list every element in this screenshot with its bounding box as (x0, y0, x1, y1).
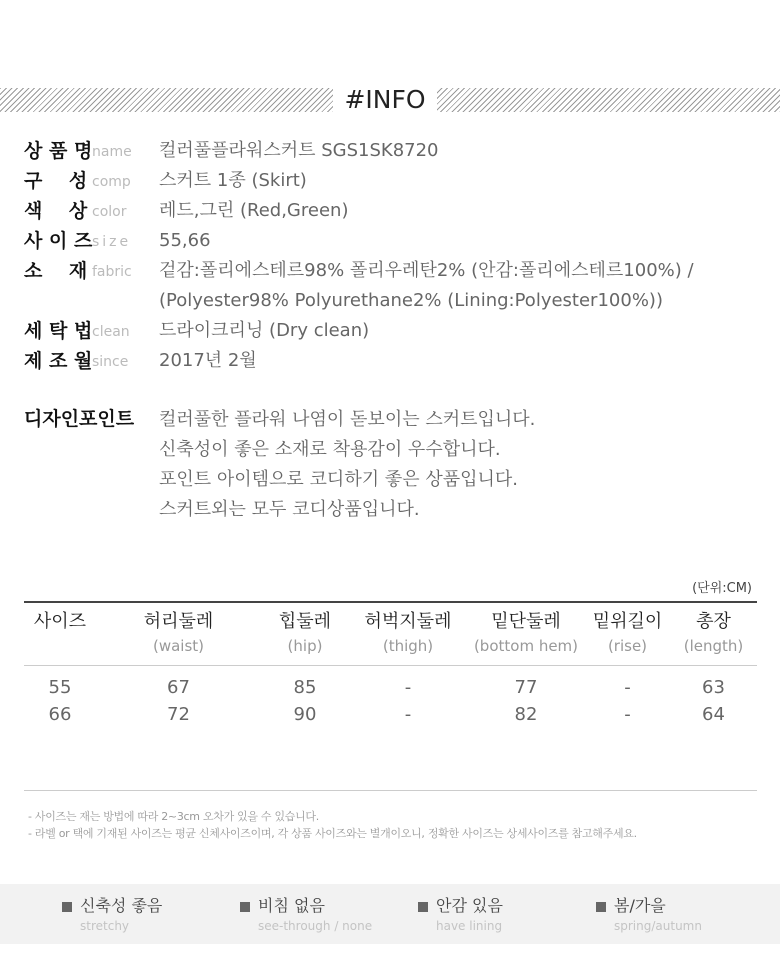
feature-sub-label: spring/autumn (614, 919, 702, 933)
header-cell-rise (585, 603, 670, 665)
info-value: 겉감:폴리에스테르98% 폴리우레탄2% (안감:폴리에스테르100%) / (159, 260, 694, 281)
info-title: #INFO (333, 86, 437, 114)
table-cell: - (624, 677, 631, 698)
header-sub: (waist) (152, 637, 205, 655)
info-sub-label: since (92, 354, 129, 370)
header-cell-waist (96, 603, 261, 665)
info-value: 드라이크리닝 (Dry clean) (159, 320, 370, 341)
info-value: 55,66 (159, 230, 211, 251)
feature-band (0, 884, 780, 944)
header-sub: (length) (683, 637, 744, 655)
info-label: 색 상 (24, 200, 88, 222)
info-label: 세 탁 법 (24, 320, 93, 342)
table-cell: 55 (48, 677, 72, 698)
design-point-line: 스커트외는 모두 코디상품입니다. (159, 499, 420, 520)
header-sub: (bottom hem) (473, 637, 579, 655)
header-cell-thigh (349, 603, 467, 665)
table-cell: - (624, 704, 631, 725)
header-main: 허벅지둘레 (364, 611, 452, 632)
design-point-line: 포인트 아이템으로 코디하기 좋은 상품입니다. (159, 469, 518, 490)
table-cell: 64 (702, 704, 725, 725)
info-label: 소 재 (24, 260, 88, 282)
note-line: - 사이즈는 재는 방법에 따라 2~3cm 오차가 있을 수 있습니다. (28, 810, 319, 823)
unit-note: (단위:CM) (692, 581, 752, 596)
table-cell: 90 (293, 704, 317, 725)
square-bullet-icon (596, 902, 606, 912)
info-sub-label: clean (92, 324, 130, 340)
table-cell: 63 (702, 677, 725, 698)
feature-sub-label: have lining (436, 919, 503, 933)
info-label: 제 조 월 (24, 350, 93, 372)
info-sub-label: name (92, 144, 132, 160)
table-header-row (24, 603, 757, 666)
square-bullet-icon (418, 902, 428, 912)
header-cell-hip (261, 603, 349, 665)
header-cell-length (670, 603, 757, 665)
design-point-line: 신축성이 좋은 소재로 착용감이 우수합니다. (159, 439, 501, 460)
note-line: - 라벨 or 택에 기재된 사이즈는 평균 신체사이즈이며, 각 상품 사이즈와는 별개이오니, 정확한 사이즈는 상세사이즈를 참고해주세요. (28, 827, 637, 840)
header-main: 사이즈 (33, 611, 87, 632)
notes-divider (24, 790, 757, 791)
design-point-label: 디자인포인트 (24, 408, 135, 430)
header-sub: (rise) (607, 637, 648, 655)
header-cell-bottom-hem (467, 603, 585, 665)
header-sub: (hip) (287, 637, 323, 655)
info-value: 2017년 2월 (159, 350, 257, 371)
table-row (24, 701, 757, 728)
feature-sub-label: stretchy (80, 919, 130, 933)
info-label: 사 이 즈 (24, 230, 93, 252)
table-cell: 66 (48, 704, 72, 725)
square-bullet-icon (62, 902, 72, 912)
table-cell: - (404, 677, 412, 698)
size-table (24, 601, 757, 728)
table-body (24, 666, 757, 728)
design-point-line: 컬러풀한 플라워 나염이 돋보이는 스커트입니다. (159, 409, 536, 430)
feature-sub-label: see-through / none (258, 919, 373, 933)
header-main: 허리둘레 (143, 611, 214, 632)
table-cell: 82 (514, 704, 538, 725)
feature-label: 봄/가을 (614, 896, 666, 915)
info-value: 컬러풀플라워스커트 SGS1SK8720 (159, 140, 439, 161)
header-main: 밑위길이 (592, 611, 663, 632)
info-value: 스커트 1종 (Skirt) (159, 170, 307, 191)
table-cell: - (404, 704, 412, 725)
feature-label: 안감 있음 (436, 896, 503, 915)
info-value: 레드,그린 (Red,Green) (159, 200, 349, 221)
info-sub-label: size (92, 234, 132, 250)
info-sub-label: fabric (92, 264, 132, 280)
info-label: 상 품 명 (24, 140, 93, 162)
table-cell: 77 (514, 677, 538, 698)
header-sub: (thigh) (382, 637, 434, 655)
header-main: 총장 (696, 611, 731, 632)
header-cell-size (24, 603, 96, 665)
info-sub-label: color (92, 204, 127, 220)
header-main: 밑단둘레 (491, 611, 561, 632)
table-row (24, 674, 757, 701)
table-cell: 72 (167, 704, 190, 725)
info-label: 구 성 (24, 170, 88, 192)
table-cell: 85 (293, 677, 317, 698)
size-notes (28, 808, 637, 842)
info-sub-label: comp (92, 174, 131, 190)
feature-label: 비침 없음 (258, 896, 325, 915)
square-bullet-icon (240, 902, 250, 912)
design-point-text (159, 405, 535, 525)
feature-label: 신축성 좋음 (80, 896, 163, 915)
info-value-line2: (Polyester98% Polyurethane2% (Lining:Polyester100%)) (159, 290, 663, 311)
table-cell: 67 (167, 677, 190, 698)
header-main: 힙둘레 (278, 611, 332, 632)
